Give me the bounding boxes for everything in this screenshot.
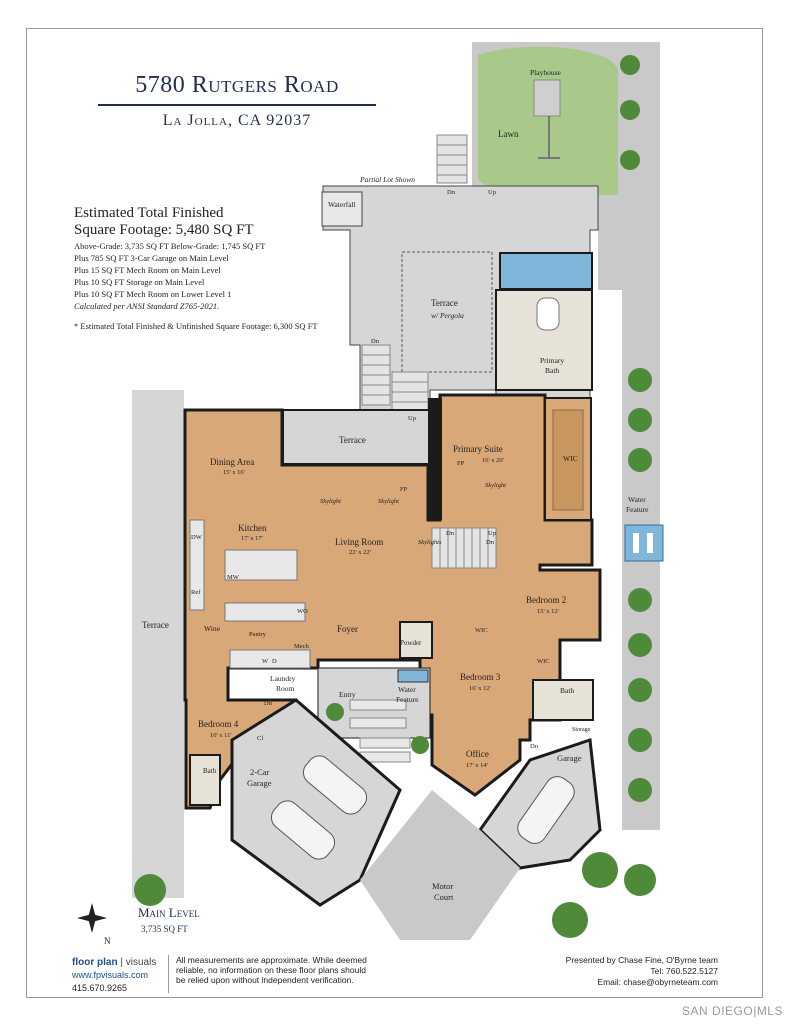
footer-disclaimer: All measurements are approximate. While deemed reliable, no information on these floor plans should be relied upon without independent verification.: [176, 955, 367, 985]
mech-label: Mech: [294, 643, 309, 650]
bedroom2-label: Bedroom 2: [526, 595, 567, 605]
stairs-top-left: [437, 135, 467, 183]
property-location: La Jolla, CA 92037: [162, 112, 312, 129]
water-feature-entry-label-1: Water: [398, 685, 416, 694]
waterfall-label: Waterfall: [328, 200, 356, 209]
washer-label: W: [262, 658, 269, 665]
wo-label: WO: [297, 608, 308, 615]
mls-watermark: SAN DIEGO|MLS: [682, 1004, 783, 1018]
level-sqft: 3,735 SQ FT: [141, 924, 188, 934]
footage-line-storage: Plus 10 SQ FT Storage on Main Level: [74, 277, 205, 287]
compass-rose-icon: [77, 903, 107, 933]
entry-label: Entry: [339, 690, 356, 699]
partial-lot-label: Partial Lot Shown: [360, 175, 416, 184]
laundry-label-2: Room: [276, 684, 295, 693]
up-label-3: Up: [488, 530, 496, 537]
powder-label: Powder: [400, 639, 422, 647]
footer-brand-suffix: | visuals: [120, 957, 157, 968]
footage-heading-line2: Square Footage: 5,480 SQ FT: [74, 222, 254, 238]
mw-label: MW: [227, 574, 239, 581]
fireplace-wall: [428, 398, 442, 520]
bedroom3-dim: 16' x 12': [469, 685, 491, 692]
wine-label: Wine: [204, 624, 220, 633]
range-counter: [225, 603, 305, 621]
fp-primary-label: FP: [457, 460, 465, 467]
primary-bath-label-1: Primary: [540, 356, 565, 365]
office-dim: 17' x 14': [466, 762, 488, 769]
garage2-label-2: Garage: [247, 778, 272, 788]
bedroom4-label: Bedroom 4: [198, 719, 239, 729]
dining-dim: 15' x 16': [223, 469, 245, 476]
footer-phone: 415.670.9265: [72, 983, 128, 993]
primary-shower: [500, 253, 592, 289]
closet-label: Cl: [257, 735, 264, 742]
footer-brand: [72, 957, 156, 968]
primary-tub: [537, 298, 559, 330]
pantry-label: Pantry: [249, 631, 266, 638]
bath-right-label: Bath: [560, 686, 575, 695]
footage-line-garage: Plus 785 SQ FT 3-Car Garage on Main Level: [74, 253, 229, 263]
waterfall-box: [322, 192, 362, 226]
entry-water-feature: [398, 670, 428, 682]
primary-bath-label-2: Bath: [545, 366, 560, 375]
level-name: Main Level: [138, 905, 200, 920]
up-label-2: Up: [408, 415, 416, 422]
property-title: 5780 Rutgers Road: [135, 72, 339, 98]
terrace-mid-label: Terrace: [339, 435, 366, 445]
kitchen-dim: 17' x 17': [241, 535, 263, 542]
dn-label-1: Dn: [447, 189, 455, 196]
footage-heading-line1: Estimated Total Finished: [74, 205, 224, 221]
bath-left-room: [190, 755, 220, 805]
terrace-pergola-label: Terrace: [431, 298, 458, 308]
footer-divider: [168, 955, 169, 993]
dining-label: Dining Area: [210, 457, 255, 467]
left-terrace: [132, 390, 184, 898]
up-label-1: Up: [488, 189, 496, 196]
water-feature-right-label-1: Water: [628, 495, 646, 504]
water-feature-entry-label-2: Feature: [396, 695, 419, 704]
pergola-note-label: w/ Pergola: [431, 311, 464, 320]
bedroom2-dim: 15' x 12': [537, 608, 559, 615]
bath-left-label: Bath: [203, 767, 217, 775]
entry-step-3: [360, 738, 410, 748]
primary-wic-label: WIC: [563, 454, 578, 463]
footage-line-mech-lower: Plus 10 SQ FT Mech Room on Lower Level 1: [74, 289, 232, 299]
presenter-email-link[interactable]: Email: chase@obyrneteam.com: [597, 977, 718, 987]
foyer-label: Foyer: [337, 624, 358, 634]
dn-label-5: Dn: [264, 700, 272, 707]
garage2-label-1: 2-Car: [250, 767, 270, 777]
right-water-feature: [625, 525, 663, 561]
garage-label: Garage: [557, 753, 582, 763]
dn-label-6: Dn: [530, 743, 538, 750]
playhouse-shape: [534, 80, 560, 116]
footer: [60, 951, 730, 996]
lawn-label: Lawn: [498, 129, 519, 139]
motor-court-label-2: Court: [434, 892, 454, 902]
dn-label-2: Dn: [371, 338, 379, 345]
footer-presenter: [566, 955, 718, 988]
terrace-left-label: Terrace: [142, 620, 169, 630]
skylight-2-label: Skylight: [378, 498, 399, 505]
skylight-primary-label: Skylight: [485, 482, 506, 489]
presenter-line: Presented by Chase Fine, O'Byrne team: [565, 955, 718, 965]
living-label: Living Room: [335, 537, 384, 547]
office-label: Office: [466, 749, 489, 759]
dw-label: DW: [191, 534, 202, 541]
presenter-tel: Tel: 760.522.5127: [650, 966, 718, 976]
compass-n-label: N: [104, 936, 111, 946]
laundry-counter: [230, 650, 310, 668]
footage-standard: Calculated per ANSI Standard Z765-2021.: [74, 301, 220, 311]
ref-label: Ref: [191, 589, 201, 596]
water-feature-right-label-2: Feature: [626, 505, 649, 514]
skylight-1-label: Skylight: [320, 498, 341, 505]
interior-stairs: [432, 528, 496, 568]
footage-line-mech: Plus 15 SQ FT Mech Room on Main Level: [74, 265, 221, 275]
entry-step-2: [350, 718, 406, 728]
wic-b3-label: WIC: [537, 658, 550, 665]
primary-suite-dim: 16' x 20': [482, 457, 504, 464]
footer-url-link[interactable]: www.fpvisuals.com: [72, 970, 149, 980]
bedroom3-label: Bedroom 3: [460, 672, 501, 682]
bedroom4-dim: 10' x 11': [210, 732, 232, 739]
dn-label-3: Dn: [446, 530, 454, 537]
playhouse-label: Playhouse: [530, 68, 561, 77]
footage-line-grade: Above-Grade: 3,735 SQ FT Below-Grade: 1,745 SQ FT: [74, 241, 266, 251]
dn-label-4: Dn: [486, 539, 494, 546]
kitchen-label: Kitchen: [238, 523, 267, 533]
storage-label: Storage: [572, 727, 591, 733]
wic-b2-label: WIC: [475, 627, 488, 634]
primary-suite-label: Primary Suite: [453, 444, 503, 454]
footer-brand-name: floor plan: [72, 957, 118, 968]
dryer-label: D: [272, 658, 277, 665]
skylights-label: Skylights: [418, 539, 442, 546]
fp-living-label: FP: [400, 486, 408, 493]
laundry-label-1: Laundry: [270, 674, 296, 683]
living-dim: 22' x 22': [349, 549, 371, 556]
motor-court-label-1: Motor: [432, 881, 454, 891]
footage-footnote: * Estimated Total Finished & Unfinished Square Footage: 6,300 SQ FT: [74, 321, 318, 331]
